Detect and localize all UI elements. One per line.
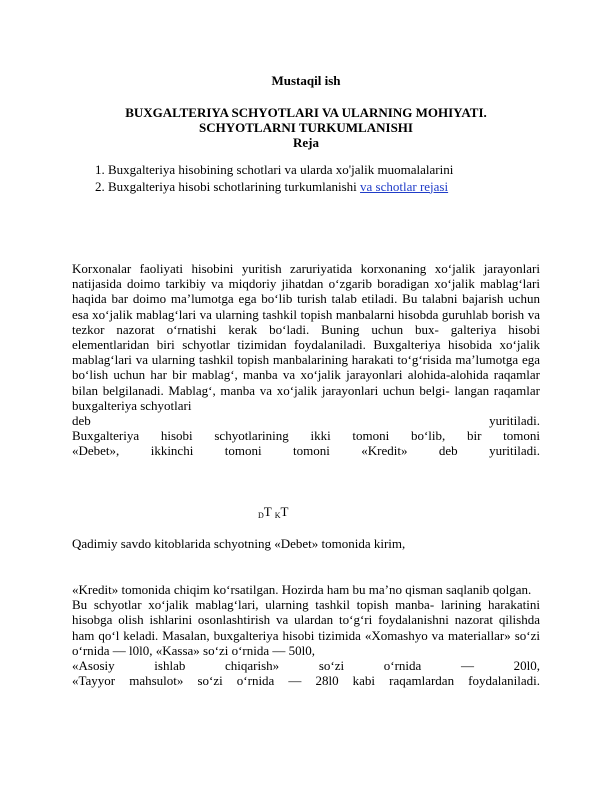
paragraph-3-b: Bu schyotlar xo‘jalik mablag‘lari, ularning tashkil topish manba- larining harakatini hisobga olish ishlarini osonlashtirish va ulardan to‘g‘ri foydalanishni nazorat qilishda ham qo‘l keladi. Masalan, buxgalteriya hisobi tizimida «Xomashyo va materiallar» so‘zi o‘rnida — l0l0, «Kassa» so‘zi o‘rnida — 50l0, (72, 597, 540, 658)
plan-list (88, 162, 548, 195)
paragraph-3-main: «Kredit» tomonida chiqim ko‘rsatilgan. Hozirda ham bu ma’no qisman saqlanib qolgan. (72, 582, 532, 597)
formula-sub-k: K (274, 511, 281, 520)
paragraph-1-deb-line (72, 413, 540, 428)
plan-item-text: Buxgalteriya hisobining schotlari va ularda xo'jalik muomalalarini (108, 162, 454, 177)
paragraph-2: Qadimiy savdo kitoblarida schyotning «Debet» tomonida kirim, (72, 536, 406, 551)
formula-t-2: T (280, 504, 289, 519)
plan-item-2 (108, 179, 548, 196)
paragraph-1-line-b: «Debet», ikkinchi tomoni tomoni «Kredit» deb yuritiladi. (72, 443, 540, 459)
plan-item-text: Buxgalteriya hisobi schotlarining turkumlanishi (108, 178, 361, 194)
title-line-2: SCHYOTLARNI TURKUMLANISHI (199, 120, 413, 135)
plan-item-1 (108, 162, 548, 179)
paragraph-1 (72, 261, 540, 459)
paragraph-1-main: Korxonalar faoliyati hisobini yuritish zaruriyatida korxonaning xo‘jalik jarayonlari natijasida doimo tarkibiy va miqdoriy jihatdan o‘zgarib boradigan xo‘jalik mablag‘lari haqida bar doimo ma’lumotga ega bo‘lib turish talab etiladi. Bu talabni bajarish uchun esa xo‘jalik mablag‘lari va ularning tashkil topish manbalarni hisobda guruhlab borish va tezkor nazorat o‘rnatishi kerak bo‘ladi. Buning uchun bux- galteriya hisobi elementlaridan biri schyotlar tizimidan foydalaniladi. Buxgalteriya hisobida xo‘jalik mablag‘lari va ularning tashkil topish manbalarining harakati to‘g‘risida ma’lumotga ega bo‘lish uchun har bir mablag‘, manba va xo‘jalik jarayonlari alohida-alohida raqamlar bilan belgilanadi. Mablag‘, manba va xo‘jalik jarayonlari uchun belgi- langan raqamlar buxgalteriya schyotlari (72, 261, 540, 413)
plan-item-link[interactable]: va schotlar rejasi (360, 178, 449, 194)
paragraph-3-line-c: «Asosiy ishlab chiqarish» so‘zi o‘rnida — 20l0, (72, 658, 540, 674)
debit-credit-formula (258, 504, 288, 523)
document-subtitle: Mustaqil ish (271, 73, 341, 88)
document-title (72, 105, 540, 135)
word-deb: deb (72, 413, 91, 429)
word-yuritiladi: yuritiladi. (489, 413, 540, 429)
paragraph-3 (72, 582, 540, 688)
formula-sub-d: D (258, 511, 264, 520)
title-line-1: BUXGALTERIYA SCHYOTLARI VA ULARNING MOHIYATI. (125, 105, 487, 120)
plan-heading: Reja (293, 135, 319, 150)
paragraph-3-line-d: «Tayyor mahsulot» so‘zi o‘rnida — 28l0 kabi raqamlardan foydalaniladi. (72, 673, 540, 689)
paragraph-1-line-a: Buxgalteriya hisobi schyotlarining ikki tomoni bo‘lib, bir tomoni (72, 428, 540, 444)
formula-t-1: T (263, 504, 272, 519)
